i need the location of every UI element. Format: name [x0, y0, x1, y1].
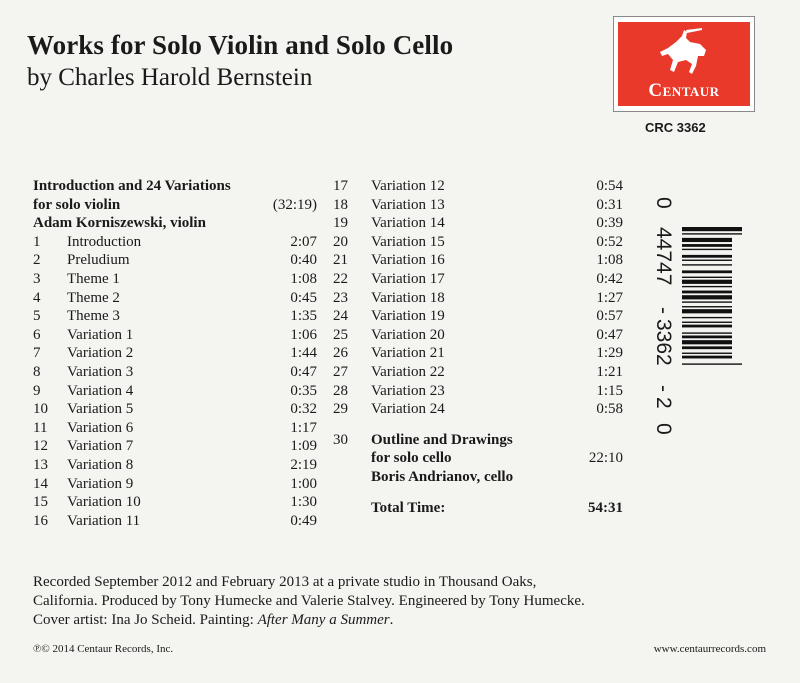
track-name: Variation 6 — [67, 419, 134, 436]
track-number: 28 — [333, 382, 348, 399]
track-number: 27 — [333, 363, 348, 380]
work1-performer: Adam Korniszewski, violin — [33, 215, 206, 232]
work2-duration: 22:10 — [588, 450, 623, 467]
track-time: 1:35 — [290, 308, 317, 325]
track-number: 12 — [33, 438, 48, 455]
credits-line-1: Recorded September 2012 and February 2013 at a private studio in Thousand Oaks, — [33, 574, 537, 590]
track-number: 13 — [33, 456, 48, 473]
track-row — [33, 456, 323, 475]
track-name: Variation 11 — [67, 512, 141, 529]
track-name: Variation 8 — [67, 456, 134, 473]
track-name: Variation 2 — [67, 345, 134, 362]
track-number: 20 — [333, 233, 348, 250]
track-name: Introduction — [67, 233, 142, 250]
track-name: Variation 12 — [371, 178, 445, 194]
track-row — [33, 437, 323, 456]
barcode-bars — [682, 227, 742, 437]
track-number: 14 — [33, 475, 48, 492]
track-number: 4 — [33, 289, 41, 306]
track-time: 0:54 — [596, 178, 623, 194]
track-name: Variation 10 — [67, 494, 141, 511]
track-time: 1:29 — [596, 345, 623, 362]
credits-cover-artist: Cover artist: Ina Jo Scheid. Painting: — [33, 612, 258, 628]
track-name: Variation 23 — [371, 382, 445, 399]
credits-period: . — [389, 612, 394, 628]
track-name: Variation 17 — [371, 270, 445, 287]
track-number: 1 — [33, 233, 41, 250]
track-number: 2 — [33, 252, 41, 269]
track-number: 21 — [333, 252, 348, 269]
track-time: 1:44 — [290, 345, 317, 362]
track-number: 9 — [33, 382, 41, 399]
track-row — [33, 419, 323, 438]
track-name: Variation 7 — [67, 438, 134, 455]
track-name: Variation 20 — [371, 326, 445, 343]
track-time: 0:47 — [290, 363, 317, 380]
track-name: Variation 18 — [371, 289, 445, 306]
credits-line-3 — [33, 611, 773, 630]
track-time: 1:21 — [596, 363, 623, 380]
track-time: 0:49 — [290, 512, 317, 529]
track-row — [33, 344, 323, 363]
logo-text: Centaur — [648, 80, 720, 101]
track-row — [333, 270, 623, 289]
track-row — [333, 196, 623, 215]
track-time: 0:42 — [596, 270, 623, 287]
track-row — [333, 214, 623, 233]
track-number: 22 — [333, 270, 348, 287]
credits — [33, 573, 773, 630]
track-name: Variation 4 — [67, 382, 134, 399]
barcode-digit-first: 0 — [652, 197, 675, 209]
track-number: 15 — [33, 494, 48, 511]
track-number: 3 — [33, 270, 41, 287]
track-name: Theme 1 — [67, 270, 120, 287]
track-time: 0:31 — [596, 196, 623, 213]
centaur-archer-icon — [656, 26, 712, 78]
track-name: Variation 14 — [371, 215, 445, 232]
credits-line-2: California. Produced by Tony Humecke and Valerie Stalvey. Engineered by Tony Humecke. — [33, 593, 585, 609]
track-number: 25 — [333, 326, 348, 343]
track-number: 7 — [33, 345, 41, 362]
track-time: 2:07 — [290, 233, 317, 250]
track-name: Variation 24 — [371, 401, 445, 418]
track-time: 0:58 — [596, 401, 623, 418]
track-time: 1:30 — [290, 494, 317, 511]
track-time: 1:00 — [290, 475, 317, 492]
track-name: Variation 13 — [371, 196, 445, 213]
track-row — [33, 289, 323, 308]
track-number: 17 — [333, 178, 348, 194]
track-name: Variation 5 — [67, 401, 134, 418]
work2-title: Outline and Drawings — [371, 431, 513, 448]
album-subtitle: by Charles Harold Bernstein — [27, 64, 313, 91]
track-row — [333, 326, 623, 345]
track-time: 1:08 — [290, 270, 317, 287]
track-number: 23 — [333, 289, 348, 306]
track-number: 24 — [333, 308, 348, 325]
track-number: 5 — [33, 308, 41, 325]
work1-title: Introduction and 24 Variations — [33, 178, 231, 194]
track-row — [33, 326, 323, 345]
work1-duration: (32:19) — [272, 196, 317, 213]
copyright: ℗© 2014 Centaur Records, Inc. — [33, 643, 174, 655]
track-name: Variation 16 — [371, 252, 445, 269]
track-time: 0:47 — [596, 326, 623, 343]
track-row — [33, 493, 323, 512]
track-name: Theme 3 — [67, 308, 120, 325]
track-list-right — [333, 177, 623, 517]
track-row — [33, 512, 323, 531]
track-number: 8 — [33, 363, 41, 380]
track-row — [33, 382, 323, 401]
track-time: 1:09 — [290, 438, 317, 455]
track-name: Variation 22 — [371, 363, 445, 380]
track-number: 29 — [333, 401, 348, 418]
album-title: Works for Solo Violin and Solo Cello — [27, 30, 454, 60]
track-number: 6 — [33, 326, 41, 343]
track-name: Variation 1 — [67, 326, 134, 343]
credits-painting-title: After Many a Summer — [257, 612, 390, 628]
catalog-number: CRC 3362 — [645, 120, 706, 135]
track-row — [33, 400, 323, 419]
track-time: 0:52 — [596, 233, 623, 250]
track-name: Variation 15 — [371, 233, 445, 250]
track-number: 19 — [333, 215, 348, 232]
track-number: 18 — [333, 196, 348, 213]
barcode-dash-2: - — [652, 385, 675, 392]
track-row — [333, 233, 623, 252]
track-time: 0:32 — [290, 401, 317, 418]
track-time: 0:35 — [290, 382, 317, 399]
track-name: Preludium — [67, 252, 130, 269]
barcode-digits-2: 3362 — [652, 319, 675, 366]
track-row — [33, 270, 323, 289]
track-row — [333, 382, 623, 401]
work2-number: 30 — [333, 431, 348, 448]
track-time: 0:39 — [596, 215, 623, 232]
track-time: 1:06 — [290, 326, 317, 343]
track-list-left — [33, 177, 323, 530]
track-name: Variation 21 — [371, 345, 445, 362]
track-row — [33, 363, 323, 382]
track-time: 1:17 — [290, 419, 317, 436]
track-row — [333, 344, 623, 363]
centaur-logo — [613, 16, 755, 112]
track-row — [33, 233, 323, 252]
track-time: 2:19 — [290, 456, 317, 473]
website: www.centaurrecords.com — [653, 643, 766, 655]
total-time-value: 54:31 — [588, 499, 623, 516]
track-name: Variation 3 — [67, 363, 134, 380]
barcode-dash-1: - — [652, 307, 675, 314]
work2-subtitle: for solo cello — [371, 450, 452, 467]
track-time: 0:40 — [290, 252, 317, 269]
track-time: 1:27 — [596, 289, 623, 306]
barcode-digits-1: 44747 — [652, 227, 675, 286]
track-row — [33, 475, 323, 494]
track-number: 11 — [33, 419, 48, 436]
track-row — [333, 177, 623, 196]
track-time: 0:45 — [290, 289, 317, 306]
track-row — [333, 307, 623, 326]
work2-performer: Boris Andrianov, cello — [371, 468, 514, 485]
barcode-digit-check: 2 — [652, 397, 675, 409]
total-time-label: Total Time: — [371, 499, 446, 516]
track-name: Variation 19 — [371, 308, 445, 325]
track-row — [333, 400, 623, 419]
track-row — [333, 363, 623, 382]
track-number: 26 — [333, 345, 348, 362]
track-time: 1:15 — [596, 382, 623, 399]
track-time: 1:08 — [596, 252, 623, 269]
track-name: Theme 2 — [67, 289, 120, 306]
track-row — [333, 289, 623, 308]
track-number: 10 — [33, 401, 48, 418]
track-number: 16 — [33, 512, 48, 529]
track-row — [333, 251, 623, 270]
track-time: 0:57 — [596, 308, 623, 325]
work1-subtitle: for solo violin — [33, 196, 121, 213]
track-name: Variation 9 — [67, 475, 134, 492]
track-row — [33, 307, 323, 326]
barcode-digit-last: 0 — [652, 423, 675, 435]
track-row — [33, 251, 323, 270]
